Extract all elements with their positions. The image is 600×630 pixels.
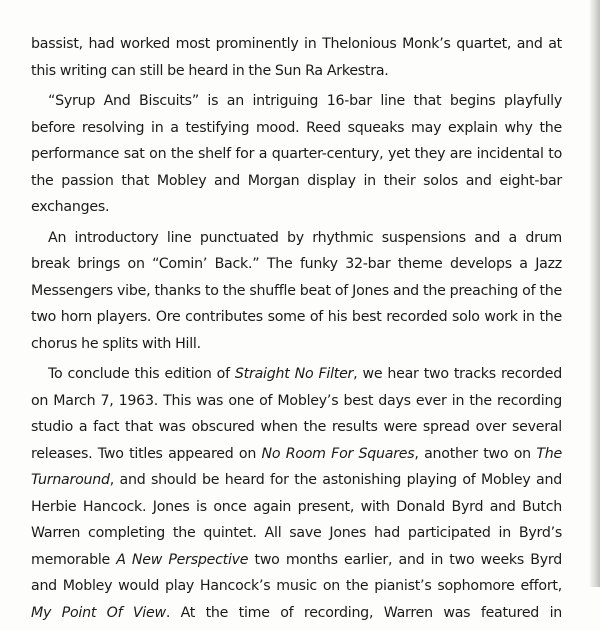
text-segment: , and should be heard for the astonishing playing of Mobley and Herbie Hancock. Jones is once again present, with Donald Byrd and Butch Warren completing the quintet. All save Jones had participated in Byrd’s memorable [31,472,562,568]
album-title: No Room For Squares [261,445,415,462]
page-text-block [31,31,562,630]
text-segment: , another two on [414,445,537,462]
text-segment: . At the time of recording, Warren was featured in [165,604,563,621]
text-segment: An introductory line punctuated by rhythmic suspensions and a drum break brings on “Comin’ Back.” The funky 32-bar theme develops a Jazz Messengers vibe, thanks to the shuffle beat of Jones and the preaching of the two horn players. Ore contributes some of his best recorded solo work in the chorus he splits with Hill. [31,229,562,352]
paragraph-3 [31,225,562,358]
page-edge-shadow [590,0,600,587]
paragraph-2 [31,88,562,221]
paragraph-4 [31,361,562,626]
text-segment: To conclude this edition of [48,366,235,382]
text-segment: “Syrup And Biscuits” is an intriguing 16-bar line that begins playfully before resolving in a testifying mood. Reed squeaks may explain why the performance sat on the shelf for a quarter-century, yet they are incidental to the passion that Mobley and Morgan display in their solos and eight-bar exchanges. [31,93,562,215]
album-title: Straight No Filter [234,366,354,382]
text-segment: bassist, had worked most prominently in Thelonious Monk’s quartet, and at this writing can still be heard in the Sun Ra Arkestra. [31,36,562,79]
text-segment: two months earlier, and in two weeks Byrd and Mobley would play Hancock’s music on the pianist’s sophomore effort, [31,551,562,594]
album-title: The Turnaround [31,445,562,488]
album-title: A New Perspective [116,551,249,568]
paragraph-1 [31,31,562,84]
text-segment: , we hear two tracks recorded on March 7, 1963. This was one of Mobley’s best days ever in the recording studio a fact that was obscured when the results were spread over several releases. Two titles appeared on [31,366,562,462]
album-title: My Point Of View [31,604,166,621]
